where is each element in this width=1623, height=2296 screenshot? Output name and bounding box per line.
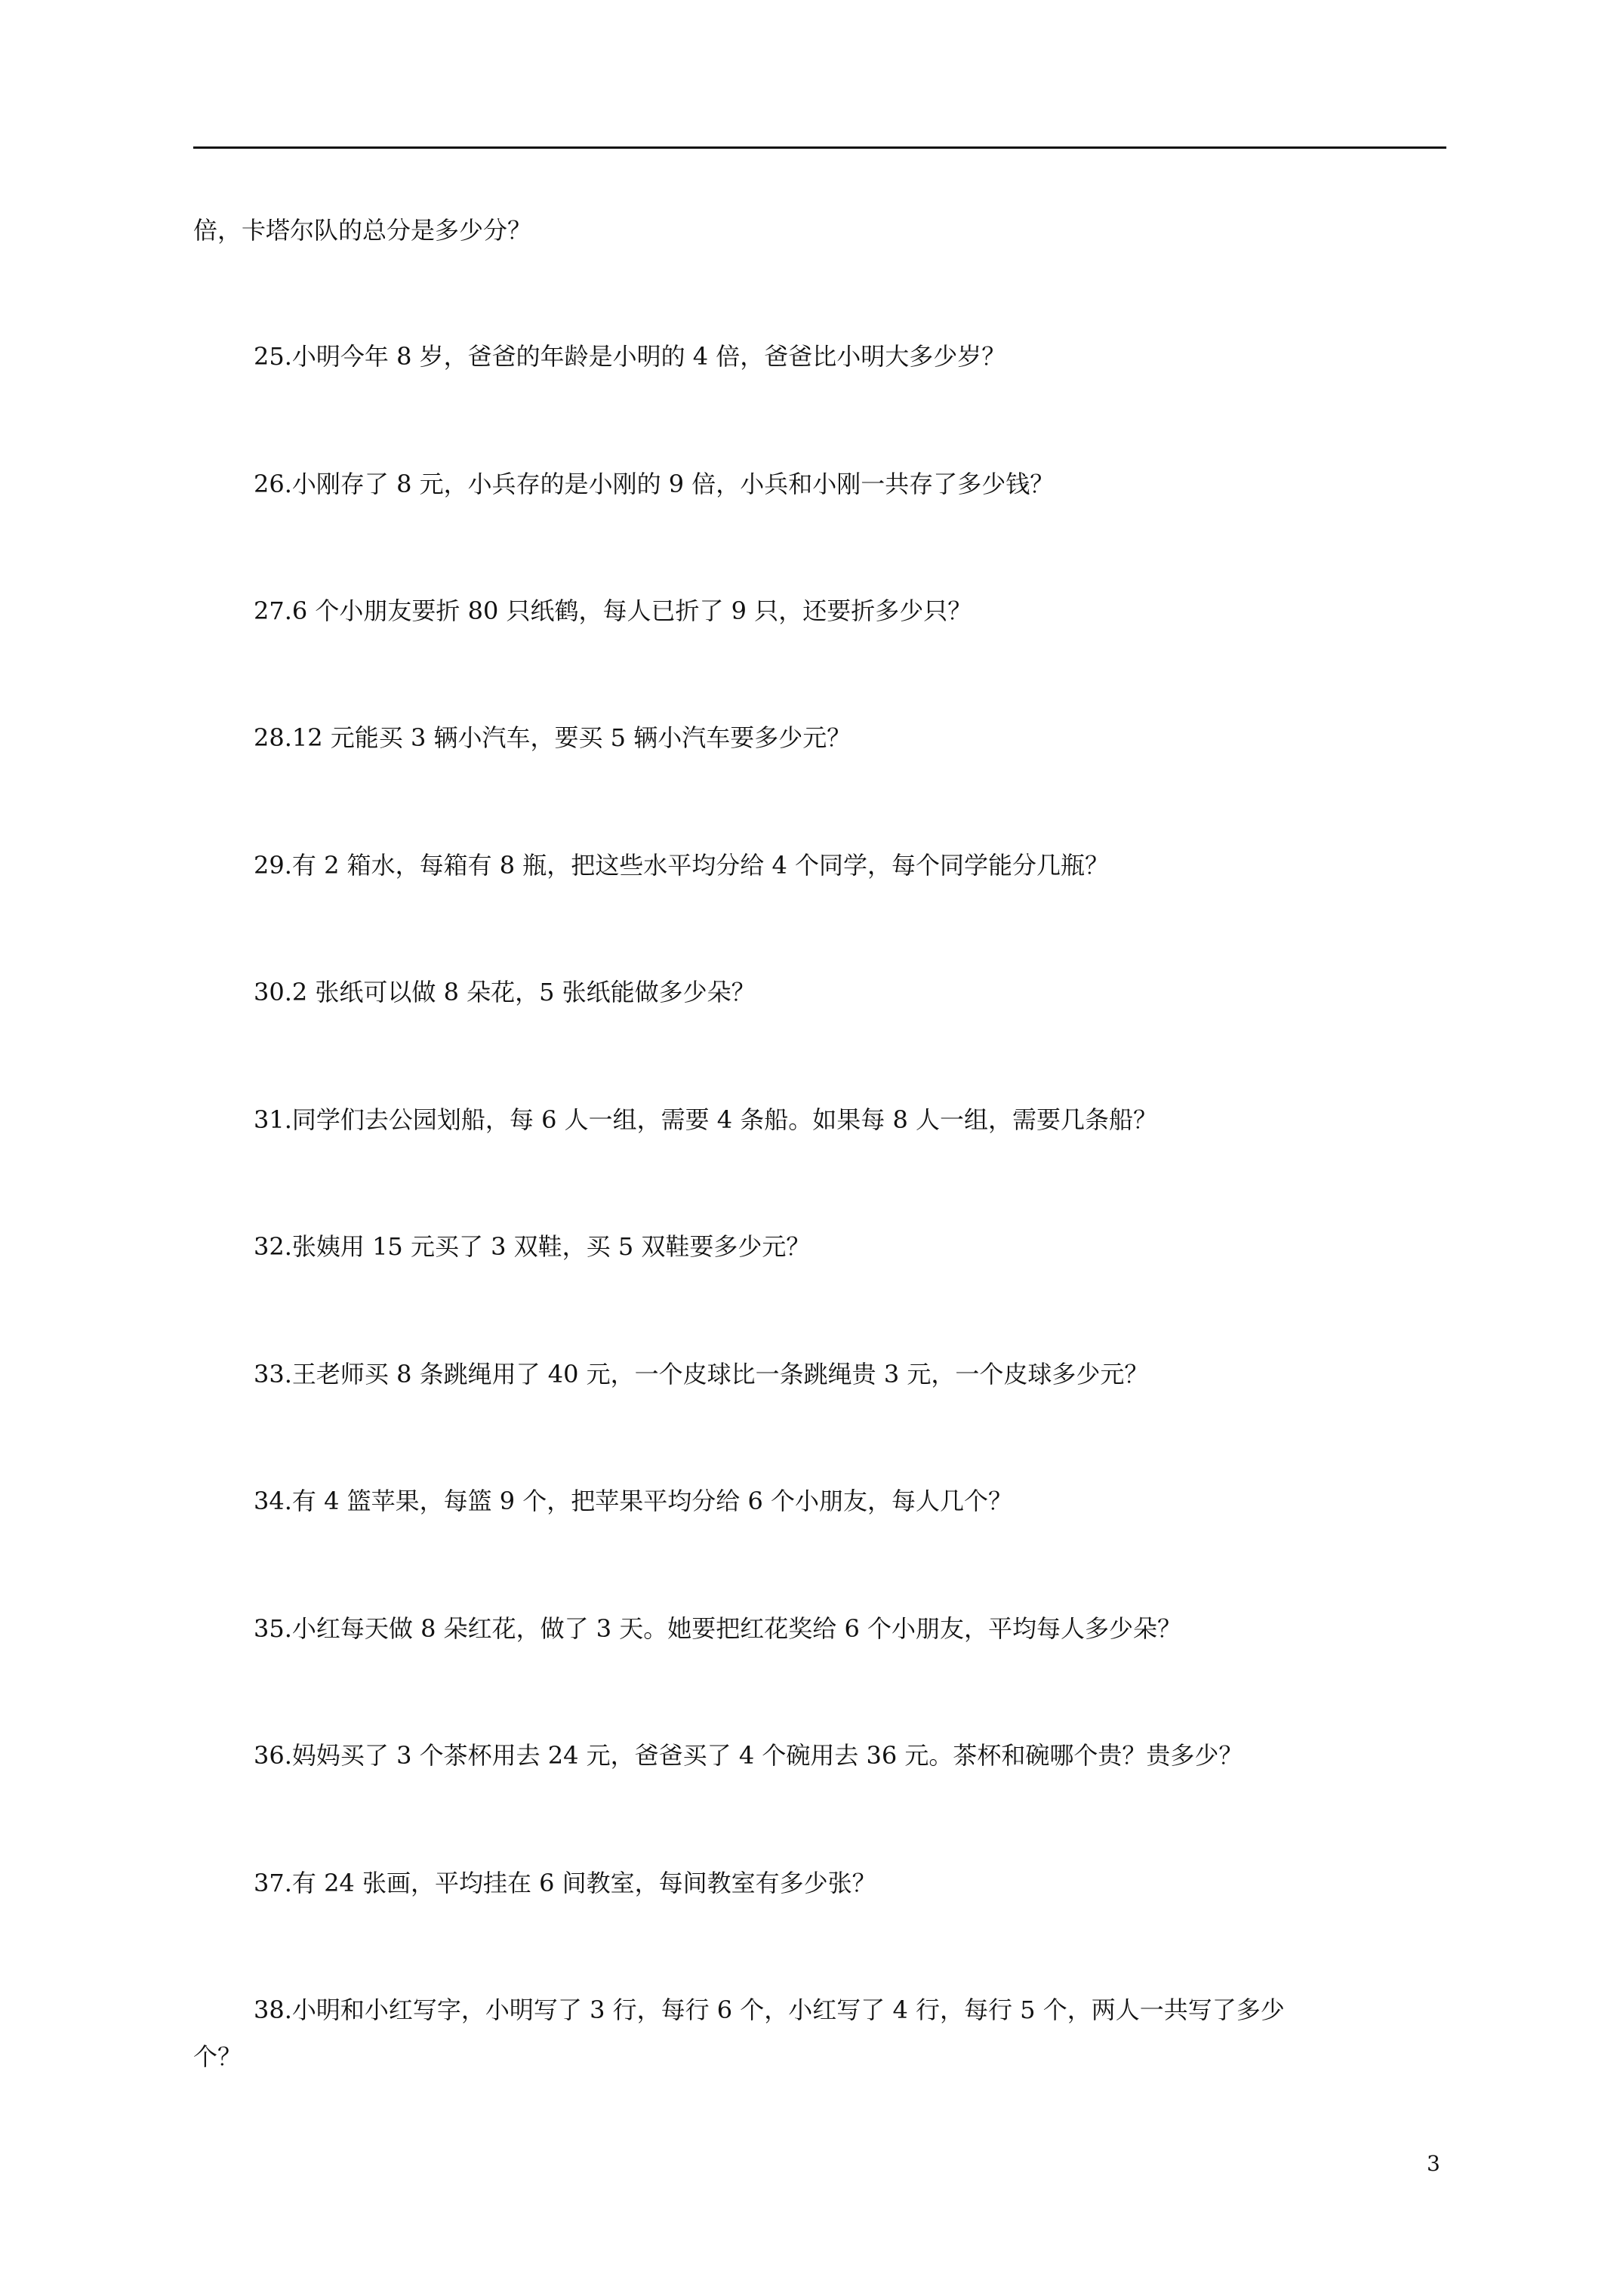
question-38: 38.小明和小红写字，小明写了 3 行，每行 6 个，小红写了 4 行，每行 5 个，两人一共写了多少 [254, 1996, 1285, 2024]
question-36: 36.妈妈买了 3 个茶杯用去 24 元，爸爸买了 4 个碗用去 36 元。茶杯和碗哪个贵？贵多少？ [254, 1741, 1243, 1770]
question-27: 27.6 个小朋友要折 80 只纸鹤，每人已折了 9 只，还要折多少只？ [254, 596, 972, 625]
page-number: 3 [1427, 2151, 1440, 2176]
question-37: 37.有 24 张画，平均挂在 6 间教室，每间教室有多少张？ [254, 1869, 876, 1897]
question-30: 30.2 张纸可以做 8 朵花，5 张纸能做多少朵？ [254, 978, 756, 1006]
question-34: 34.有 4 篮苹果，每篮 9 个，把苹果平均分给 6 个小朋友，每人几个？ [254, 1487, 1013, 1515]
question-26: 26.小刚存了 8 元，小兵存的是小刚的 9 倍，小兵和小刚一共存了多少钱？ [254, 470, 1055, 498]
question-32: 32.张姨用 15 元买了 3 双鞋，买 5 双鞋要多少元？ [254, 1232, 811, 1261]
question-31: 31.同学们去公园划船，每 6 人一组，需要 4 条船。如果每 8 人一组，需要几条船？ [254, 1105, 1158, 1134]
question-35: 35.小红每天做 8 朵红花，做了 3 天。她要把红花奖给 6 个小朋友，平均每人多少朵？ [254, 1614, 1182, 1643]
question-33: 33.王老师买 8 条跳绳用了 40 元，一个皮球比一条跳绳贵 3 元，一个皮球多少元？ [254, 1360, 1149, 1388]
question-continuation: 倍，卡塔尔队的总分是多少分？ [193, 216, 532, 245]
question-28: 28.12 元能买 3 辆小汽车，要买 5 辆小汽车要多少元？ [254, 723, 852, 752]
header-rule [193, 146, 1446, 149]
question-38-continuation: 个？ [193, 2042, 242, 2071]
question-29: 29.有 2 箱水，每箱有 8 瓶，把这些水平均分给 4 个同学，每个同学能分几瓶？ [254, 851, 1110, 880]
question-25: 25.小明今年 8 岁，爸爸的年龄是小明的 4 倍，爸爸比小明大多少岁？ [254, 342, 1006, 371]
